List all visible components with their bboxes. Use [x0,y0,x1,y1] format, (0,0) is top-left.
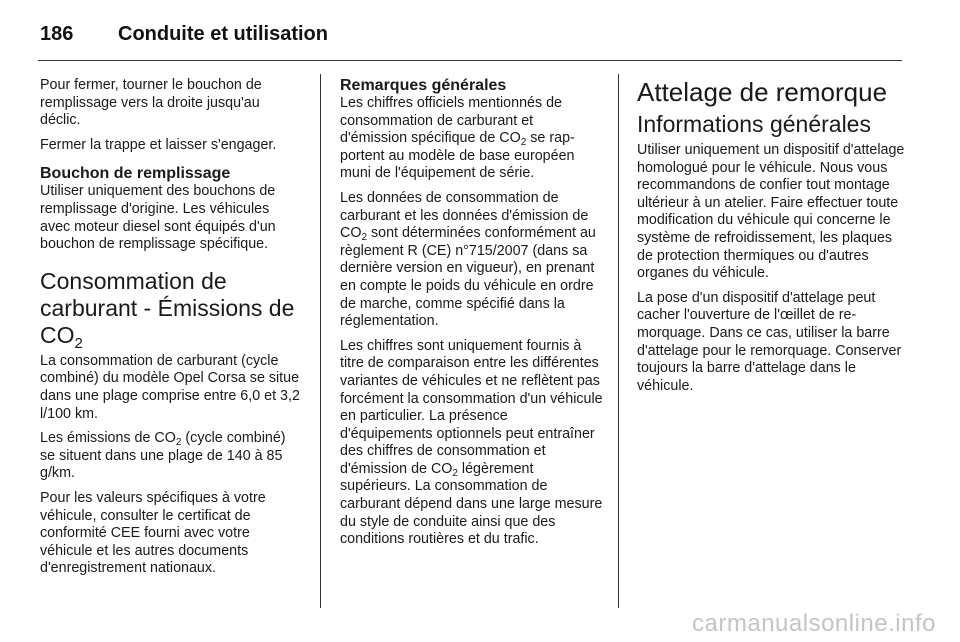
text-run: Les chiffres officiels mentionnés de consommation de carburant et d'émission spécifique de CO [340,95,562,147]
text-run: Les émissions de CO [40,430,176,447]
column-1 [40,77,303,585]
paragraph-valeurs-specifiques: Pour les valeurs spécifiques à votre véhicule, consulter le certificat de conformité CEE fourni avec votre véhicule et les autres documents d'enregistrement nationaux. [40,489,266,577]
subscript-2: 2 [74,334,83,352]
column-divider-1 [320,74,321,608]
watermark: carmanualsonline.info [692,610,936,637]
paragraph-consommation-cycle: La consommation de carburant (cycle combiné) du modèle Opel Corsa se situe dans une plage comprise entre 6,0 et 3,2 l/100 km. [40,352,300,422]
column-divider-2 [618,74,619,608]
text-run: Les chiffres sont uniquement fournis à titre de comparaison entre les différentes variantes de véhicules et ne reflètent pas forcément la consommation d'un véhicule en particulier. La présence d'équipements optionnels peut entraîner des chiffres de consommation et d'émission de CO [340,337,603,477]
heading-informations-generales: Informations générales [637,111,871,137]
text-run: légèrement supérieurs. La consommation de carburant dépend dans une large mesure du style de conduite ainsi que des conditions routières et du trafic. [340,460,603,548]
paragraph-fermer-bouchon: Pour fermer, tourner le bouchon de remplissage vers la droite jusqu'au déclic. [40,77,262,129]
subscript-2: 2 [520,137,527,149]
heading-remarques-generales: Remarques générales [340,77,507,94]
paragraph-bouchon-origine: Utiliser uniquement des bouchons de remplissage d'origine. Les véhicules avec moteur diesel sont équipés d'un bouchon de remplissage spécifique. [40,183,276,253]
heading-consommation-text: Consommation de carburant - Émissions de CO [40,267,295,348]
page-header [40,16,328,52]
paragraph-pose-dispositif: La pose d'un dispositif d'attelage peut cacher l'ouverture de l'œillet de remorquage. Dans ce cas, utiliser la barre d'attelage pour le remorquage. Conserver toujours la barre d'attelage dans le véhicule. [637,289,902,394]
heading-attelage-remorque: Attelage de remorque [637,77,888,107]
text-run: (cycle combiné) se situent dans une plage de 140 à 85 g/km. [40,430,286,482]
column-2 [340,77,603,556]
page-number: 186 [40,23,74,45]
paragraph-dispositif-homologue: Utiliser uniquement un dispositif d'attelage homologué pour le véhicule. Nous vous recommandons de confier tout montage ultérieur à un atelier. Faire effectuer toute modification du véhicule qui concerne le système de refroidissement, les plaques de protection thermiques ou d'autres organes du véhicule. [637,142,905,282]
paragraph-chiffres-comparaison [340,338,603,549]
paragraph-fermer-trappe: Fermer la trappe et laisser s'engager. [40,136,277,153]
paragraph-emissions-co2 [40,430,303,483]
subscript-2: 2 [175,437,182,449]
text-run: se rapportent au modèle de base européen muni de l'équipement de série. [340,130,575,182]
paragraph-chiffres-officiels [340,95,603,183]
subscript-2: 2 [361,232,368,244]
column-3 [637,77,905,402]
page-section-title: Conduite et utilisation [118,23,328,45]
heading-consommation-emissions [40,267,303,352]
text-run: sont déterminées conformément au règlement R (CE) n°715/2007 (dans sa dernière version en vigueur), en prenant en compte le poids du véhicule en ordre de marche, comme spécifié dans la réglementation. [340,225,596,330]
paragraph-donnees-consommation [340,190,603,331]
header-rule [38,60,902,61]
subscript-2: 2 [452,467,458,479]
heading-bouchon-remplissage: Bouchon de remplissage [40,165,231,183]
text-run: Les données de consommation de carburant et les données d'émission de CO [340,189,589,242]
